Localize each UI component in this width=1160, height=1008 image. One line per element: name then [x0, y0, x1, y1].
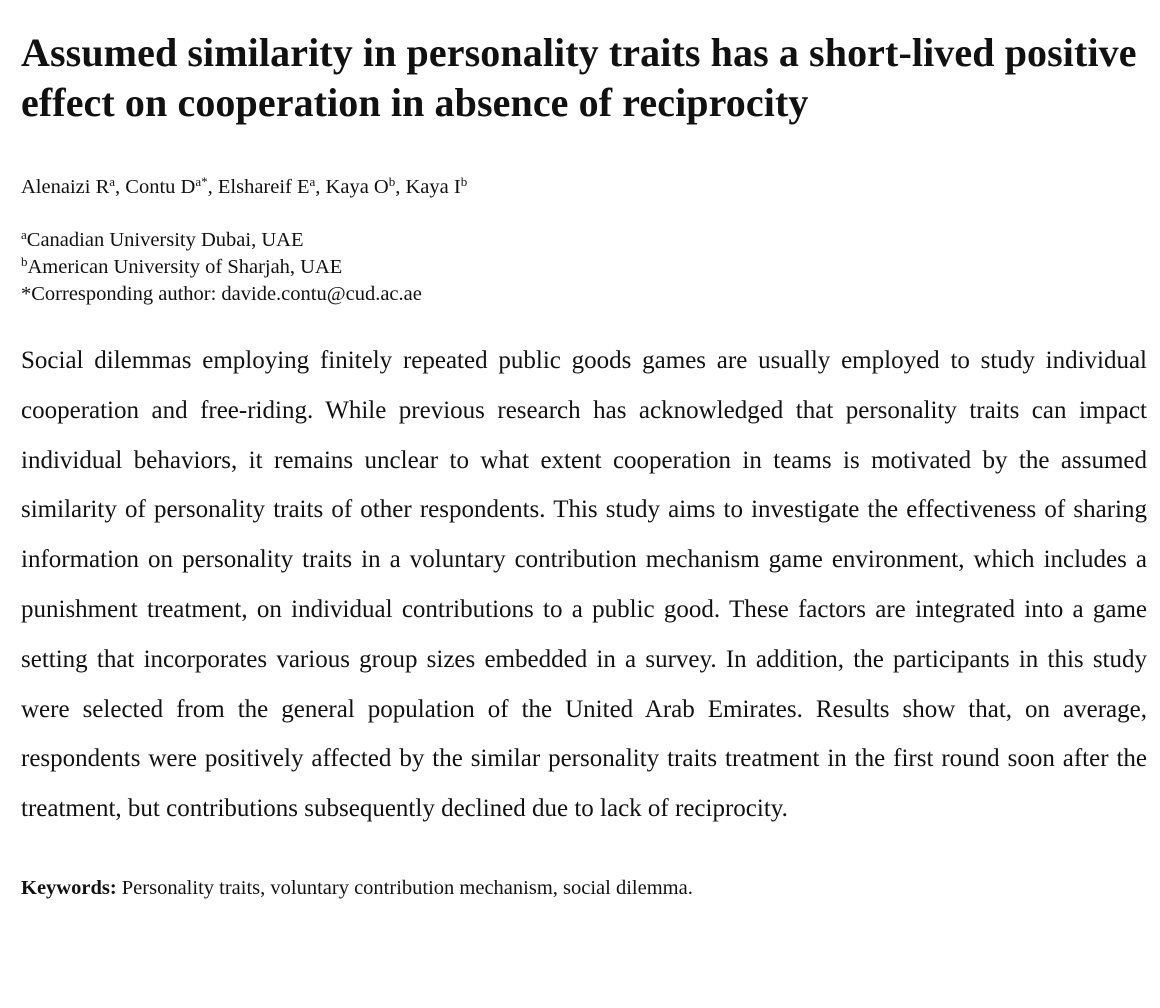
affiliation: [21, 254, 1147, 281]
corresponding-author: *Corresponding author: davide.contu@cud.ac.ae: [21, 283, 422, 305]
author-separator: ,: [115, 176, 126, 198]
author-affiliation-mark: b: [460, 173, 468, 189]
author-name: Kaya I: [405, 176, 461, 198]
author-affiliation-mark: a: [309, 173, 316, 189]
keywords-label: Keywords:: [21, 876, 117, 899]
author-affiliation-mark: a*: [195, 173, 208, 189]
affiliation-list: [21, 227, 1147, 308]
author-list: [21, 174, 1147, 200]
author-separator: ,: [207, 176, 218, 198]
author-name: Alenaizi R: [21, 176, 110, 198]
affiliation: [21, 227, 1147, 254]
abstract-text: Social dilemmas employing finitely repeated public goods games are usually employed to study individual cooperation and free-riding. While previous research has acknowledged that personality traits can impact individual behaviors, it remains unclear to what extent cooperation in teams is motivated by the assumed similarity of personality traits of other respondents. This study aims to investigate the effectiveness of sharing information on personality traits in a voluntary contribution mechanism game environment, which includes a punishment treatment, on individual contributions to a public good. These factors are integrated into a game setting that incorporates various group sizes embedded in a survey. In addition, the participants in this study were selected from the general population of the United Arab Emirates. Results show that, on average, respondents were positively affected by the similar personality traits treatment in the first round soon after the treatment, but contributions subsequently declined due to lack of reciprocity.: [21, 347, 1147, 823]
affiliation-text: Canadian University Dubai, UAE: [26, 229, 304, 251]
author-separator: ,: [395, 176, 406, 198]
affiliation-text: American University of Sharjah, UAE: [27, 256, 343, 278]
paper-page: [21, 28, 1147, 901]
author-name: Elshareif E: [217, 176, 310, 198]
author-affiliation-mark: a: [109, 173, 116, 189]
keywords-text: Personality traits, voluntary contribution mechanism, social dilemma.: [121, 876, 693, 899]
author-affiliation-mark: b: [388, 173, 396, 189]
affiliation-mark: b: [21, 253, 28, 269]
affiliation-mark: a: [21, 226, 27, 242]
author-name: Contu D: [125, 176, 196, 198]
paper-title: Assumed similarity in personality traits has a short-lived positive effect on cooperation in absence of reciprocity: [21, 30, 1137, 125]
author-name: Kaya O: [325, 176, 389, 198]
keywords: [21, 875, 1147, 901]
author-separator: ,: [315, 176, 326, 198]
